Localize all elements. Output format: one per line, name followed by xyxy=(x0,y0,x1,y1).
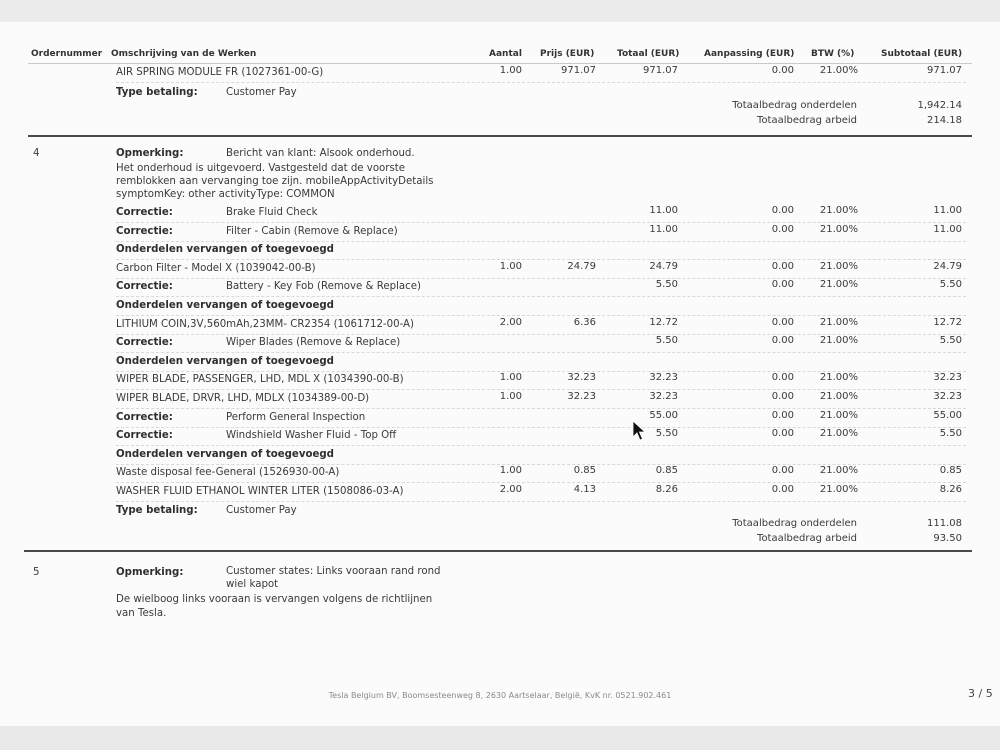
header-totaal: Totaal (EUR) xyxy=(617,49,680,59)
row-divider xyxy=(116,501,966,503)
price-cell: 32.23 xyxy=(567,391,596,402)
subtotal-cell: 12.72 xyxy=(933,317,962,328)
vat-cell: 21.00% xyxy=(819,372,858,383)
subtotal-cell: 0.85 xyxy=(939,465,962,476)
correction-label: Correctie: xyxy=(116,226,173,237)
order-number: 4 xyxy=(33,148,40,159)
vat-cell: 21.00% xyxy=(819,65,858,76)
parts-heading: Onderdelen vervangen of toegevoegd xyxy=(116,300,334,311)
correction-description: Brake Fluid Check xyxy=(226,207,318,218)
subtotal-cell: 5.50 xyxy=(939,335,962,346)
header-omschrijving: Omschrijving van de Werken xyxy=(111,49,257,59)
total-cell: 12.72 xyxy=(649,317,678,328)
qty-cell: 1.00 xyxy=(499,372,522,383)
totals-parts-label: Totaalbedrag onderdelen xyxy=(732,518,857,529)
vat-cell: 21.00% xyxy=(819,261,858,272)
qty-cell: 1.00 xyxy=(499,65,522,76)
adjustment-cell: 0.00 xyxy=(771,224,794,235)
header-btw: BTW (%) xyxy=(811,49,855,59)
qty-cell: 1.00 xyxy=(499,261,522,272)
correction-description: Battery - Key Fob (Remove & Replace) xyxy=(226,281,422,292)
bottom-background-strip xyxy=(0,726,1000,750)
page-number: 3 / 5 xyxy=(968,687,993,700)
total-cell: 971.07 xyxy=(643,65,678,76)
adjustment-cell: 0.00 xyxy=(771,205,794,216)
qty-cell: 1.00 xyxy=(499,465,522,476)
correction-label: Correctie: xyxy=(116,430,173,441)
correction-description: Windshield Washer Fluid - Top Off xyxy=(226,430,397,441)
total-cell: 24.79 xyxy=(649,261,678,272)
total-cell: 5.50 xyxy=(655,279,678,290)
total-cell: 8.26 xyxy=(655,484,678,495)
top-background-strip xyxy=(0,0,1000,22)
adjustment-cell: 0.00 xyxy=(771,261,794,272)
payment-type-label: Type betaling: xyxy=(116,87,198,98)
correction-label: Correctie: xyxy=(116,337,173,348)
remark-label: Opmerking: xyxy=(116,148,184,159)
price-cell: 24.79 xyxy=(567,261,596,272)
header-subtotaal: Subtotaal (EUR) xyxy=(881,49,963,59)
price-cell: 0.85 xyxy=(573,465,596,476)
total-cell: 5.50 xyxy=(655,335,678,346)
total-cell: 0.85 xyxy=(655,465,678,476)
vat-cell: 21.00% xyxy=(819,317,858,328)
work-description-line: van Tesla. xyxy=(116,608,167,619)
part-description: Carbon Filter - Model X (1039042-00-B) xyxy=(116,263,316,274)
vat-cell: 21.00% xyxy=(819,428,858,439)
total-cell: 32.23 xyxy=(649,372,678,383)
totals-labor-label: Totaalbedrag arbeid xyxy=(757,115,857,126)
adjustment-cell: 0.00 xyxy=(771,428,794,439)
payment-type-value: Customer Pay xyxy=(226,505,297,516)
subtotal-cell: 8.26 xyxy=(939,484,962,495)
row-divider xyxy=(116,445,966,447)
total-cell: 32.23 xyxy=(649,391,678,402)
adjustment-cell: 0.00 xyxy=(771,410,794,421)
vat-cell: 21.00% xyxy=(819,205,858,216)
price-cell: 971.07 xyxy=(561,65,596,76)
correction-description: Perform General Inspection xyxy=(226,412,366,423)
adjustment-cell: 0.00 xyxy=(771,484,794,495)
header-divider xyxy=(28,63,972,64)
parts-heading: Onderdelen vervangen of toegevoegd xyxy=(116,244,334,255)
header-prijs: Prijs (EUR) xyxy=(540,49,595,59)
adjustment-cell: 0.00 xyxy=(771,391,794,402)
remark-value: Bericht van klant: Alsook onderhoud. xyxy=(226,148,415,159)
qty-cell: 2.00 xyxy=(499,484,522,495)
total-cell: 11.00 xyxy=(649,224,678,235)
subtotal-cell: 32.23 xyxy=(933,372,962,383)
part-description: LITHIUM COIN,3V,560mAh,23MM- CR2354 (1061712-00-A) xyxy=(116,319,414,330)
part-description: WIPER BLADE, PASSENGER, LHD, MDL X (1034390-00-B) xyxy=(116,374,404,385)
qty-cell: 2.00 xyxy=(499,317,522,328)
adjustment-cell: 0.00 xyxy=(771,335,794,346)
subtotal-cell: 55.00 xyxy=(933,410,962,421)
totals-labor-label: Totaalbedrag arbeid xyxy=(757,533,857,544)
remark-value: Customer states: Links vooraan rand rond xyxy=(226,566,441,577)
subtotal-cell: 971.07 xyxy=(927,65,962,76)
adjustment-cell: 0.00 xyxy=(771,465,794,476)
correction-description: Filter - Cabin (Remove & Replace) xyxy=(226,226,398,237)
section-divider xyxy=(28,135,972,137)
totals-parts-value: 111.08 xyxy=(927,518,962,529)
mouse-pointer-icon xyxy=(632,420,646,446)
row-divider xyxy=(116,241,966,243)
part-description: Waste disposal fee-General (1526930-00-A) xyxy=(116,467,340,478)
header-ordernummer: Ordernummer xyxy=(31,49,103,59)
correction-description: Wiper Blades (Remove & Replace) xyxy=(226,337,401,348)
totals-labor-value: 214.18 xyxy=(927,115,962,126)
vat-cell: 21.00% xyxy=(819,279,858,290)
remark-value-continued: wiel kapot xyxy=(226,579,279,590)
payment-type-value: Customer Pay xyxy=(226,87,297,98)
parts-heading: Onderdelen vervangen of toegevoegd xyxy=(116,356,334,367)
row-divider xyxy=(116,352,966,354)
work-description-line: Het onderhoud is uitgevoerd. Vastgesteld dat de voorste xyxy=(116,163,406,174)
row-divider xyxy=(116,82,966,84)
price-cell: 6.36 xyxy=(573,317,596,328)
work-description-line: symptomKey: other activityType: COMMON xyxy=(116,189,335,200)
total-cell: 5.50 xyxy=(655,428,678,439)
section-divider xyxy=(24,550,972,552)
vat-cell: 21.00% xyxy=(819,224,858,235)
remark-label: Opmerking: xyxy=(116,567,184,578)
subtotal-cell: 32.23 xyxy=(933,391,962,402)
work-description-line: De wielboog links vooraan is vervangen volgens de richtlijnen xyxy=(116,594,433,605)
adjustment-cell: 0.00 xyxy=(771,372,794,383)
adjustment-cell: 0.00 xyxy=(771,65,794,76)
totals-parts-value: 1,942.14 xyxy=(917,100,962,111)
correction-label: Correctie: xyxy=(116,207,173,218)
vat-cell: 21.00% xyxy=(819,335,858,346)
total-cell: 55.00 xyxy=(649,410,678,421)
footer-company-info: Tesla Belgium BV, Boomsesteenweg 8, 2630 Aartselaar, België, KvK nr. 0521.902.461 xyxy=(328,691,672,700)
header-aanpassing: Aanpassing (EUR) xyxy=(704,49,795,59)
part-description: WIPER BLADE, DRVR, LHD, MDLX (1034389-00-D) xyxy=(116,393,370,404)
payment-type-label: Type betaling: xyxy=(116,505,198,516)
header-aantal: Aantal xyxy=(489,49,522,59)
order-number: 5 xyxy=(33,567,40,578)
correction-label: Correctie: xyxy=(116,281,173,292)
price-cell: 4.13 xyxy=(573,484,596,495)
part-description: AIR SPRING MODULE FR (1027361-00-G) xyxy=(116,67,324,78)
subtotal-cell: 11.00 xyxy=(933,205,962,216)
work-description-line: remblokken aan vervanging toe zijn. mobileAppActivityDetails xyxy=(116,176,434,187)
subtotal-cell: 5.50 xyxy=(939,428,962,439)
vat-cell: 21.00% xyxy=(819,465,858,476)
part-description: WASHER FLUID ETHANOL WINTER LITER (1508086-03-A) xyxy=(116,486,404,497)
vat-cell: 21.00% xyxy=(819,484,858,495)
adjustment-cell: 0.00 xyxy=(771,279,794,290)
adjustment-cell: 0.00 xyxy=(771,317,794,328)
totals-labor-value: 93.50 xyxy=(933,533,962,544)
vat-cell: 21.00% xyxy=(819,391,858,402)
totals-parts-label: Totaalbedrag onderdelen xyxy=(732,100,857,111)
row-divider xyxy=(116,296,966,298)
subtotal-cell: 11.00 xyxy=(933,224,962,235)
parts-heading: Onderdelen vervangen of toegevoegd xyxy=(116,449,334,460)
subtotal-cell: 5.50 xyxy=(939,279,962,290)
vat-cell: 21.00% xyxy=(819,410,858,421)
qty-cell: 1.00 xyxy=(499,391,522,402)
correction-label: Correctie: xyxy=(116,412,173,423)
subtotal-cell: 24.79 xyxy=(933,261,962,272)
total-cell: 11.00 xyxy=(649,205,678,216)
price-cell: 32.23 xyxy=(567,372,596,383)
